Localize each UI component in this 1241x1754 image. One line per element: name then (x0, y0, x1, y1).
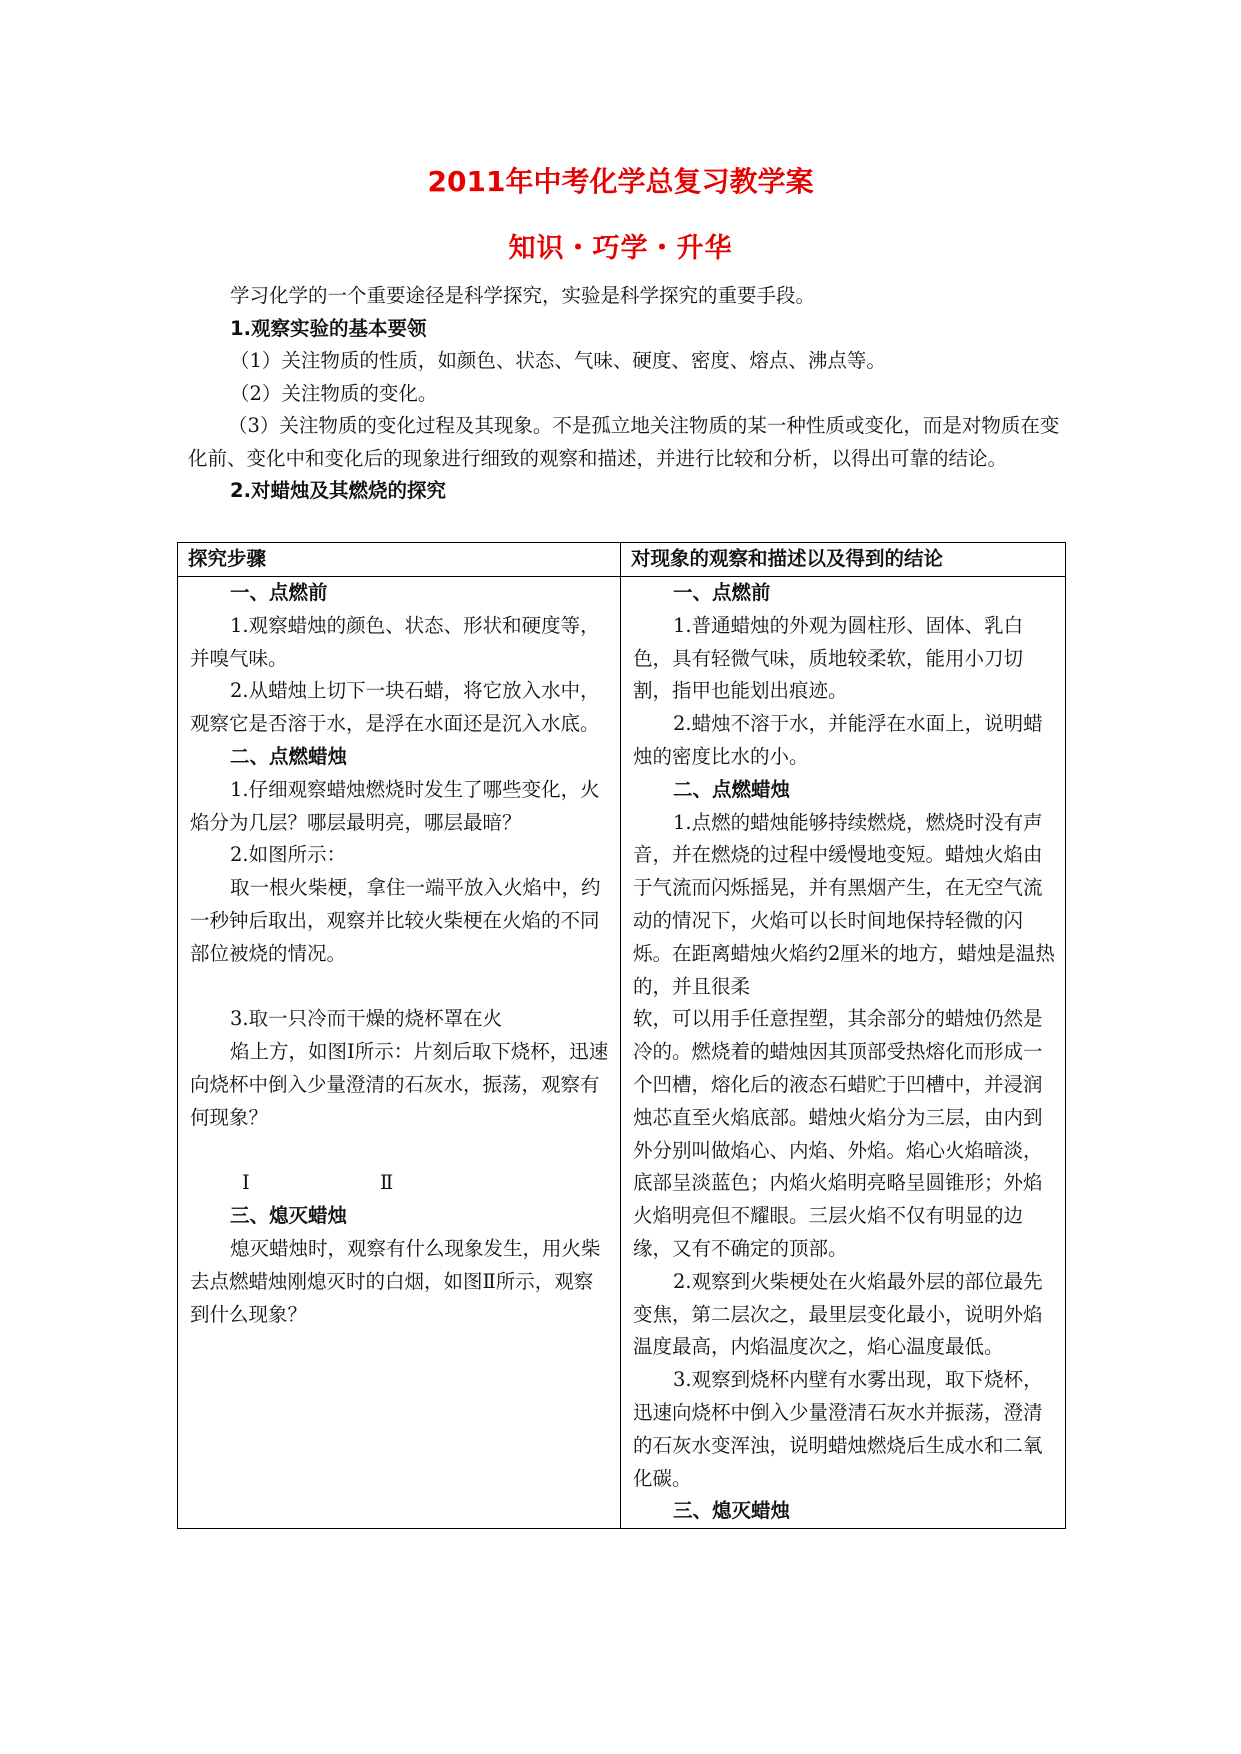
intro-section (190, 280, 1060, 508)
table-header-row (178, 543, 1066, 577)
figure-label-1: Ⅰ (242, 1171, 250, 1195)
left-paragraph: 1.仔细观察蜡烛燃烧时发生了哪些变化，火焰分为几层？哪层最明亮，哪层最暗？ (190, 777, 600, 834)
header-steps: 探究步骤 (178, 543, 621, 577)
section-heading-2: 2.对蜡烛及其燃烧的探究 (230, 479, 446, 502)
intro-item-1: （1）关注物质的性质，如颜色、状态、气味、硬度、密度、熔点、沸点等。 (230, 349, 886, 372)
left-paragraph: 取一根火柴梗，拿住一端平放入火焰中，约一秒钟后取出，观察并比较火柴梗在火焰的不同部位被烧的情况。 (190, 876, 601, 965)
left-paragraph: 1.观察蜡烛的颜色、状态、形状和硬度等，并嗅气味。 (190, 613, 600, 670)
right-paragraph: 1.点燃的蜡烛能够持续燃烧，燃烧时没有声音，并在燃烧的过程中缓慢地变短。蜡烛火焰由于气流而闪烁摇晃，并有黑烟产生，在无空气流动的情况下，火焰可以长时间地保持轻微的闪烁。在距离蜡烛火焰约2厘米的地方，蜡烛是温热的，并且很柔 (633, 810, 1055, 998)
intro-paragraph: 学习化学的一个重要途径是科学探究，实验是科学探究的重要手段。 (230, 284, 816, 307)
left-paragraph: 2.如图所示： (230, 843, 347, 867)
section-heading-1: 1.观察实验的基本要领 (230, 316, 427, 340)
left-paragraph: 熄灭蜡烛时，观察有什么现象发生，用火柴去点燃蜡烛刚熄灭时的白烟，如图Ⅱ所示，观察到什么现象？ (190, 1236, 601, 1326)
right-paragraph: 2.蜡烛不溶于水，并能浮在水面上，说明蜡烛的密度比水的小。 (633, 712, 1043, 768)
left-section-lighting: 二、点燃蜡烛 (230, 744, 348, 768)
intro-item-3: （3）关注物质的变化过程及其现象。不是孤立地关注物质的某一种性质或变化，而是对物质在变化前、变化中和变化后的现象进行细致的观察和描述，并进行比较和分析，以得出可靠的结论。 (188, 414, 1060, 470)
left-paragraph: 2.从蜡烛上切下一块石蜡，将它放入水中，观察它是否溶于水，是浮在水面还是沉入水底。 (190, 679, 600, 736)
left-section-extinguish: 三、熄灭蜡烛 (230, 1204, 348, 1228)
table-row (178, 577, 1066, 1529)
intro-item-2: （2）关注物质的变化。 (230, 381, 438, 405)
right-section-lighting: 二、点燃蜡烛 (673, 777, 791, 801)
left-paragraph: 焰上方，如图Ⅰ所示：片刻后取下烧杯，迅速向烧杯中倒入少量澄清的石灰水，振荡，观察有何现象？ (190, 1040, 609, 1129)
observations-cell (621, 577, 1066, 1529)
right-paragraph: 3.观察到烧杯内壁有水雾出现，取下烧杯，迅速向烧杯中倒入少量澄清石灰水并振荡，澄清的石灰水变浑浊，说明蜡烛燃烧后生成水和二氧化碳。 (633, 1368, 1043, 1490)
blank-line (190, 1135, 610, 1168)
blank-line (190, 971, 610, 1004)
right-paragraph: 1.普通蜡烛的外观为圆柱形、固体、乳白色，具有轻微气味，质地较柔软，能用小刀切割，指甲也能划出痕迹。 (633, 613, 1024, 703)
right-paragraph: 软，可以用手任意捏塑，其余部分的蜡烛仍然是冷的。燃烧着的蜡烛因其顶部受热熔化而形成一个凹槽，熔化后的液态石蜡贮于凹槽中，并浸润烛芯直至火焰底部。蜡烛火焰分为三层，由内到外分别叫做焰心、内焰、外焰。焰心火焰暗淡，底部呈淡蓝色；内焰火焰明亮略呈圆锥形；外焰火焰明亮但不耀眼。三层火焰不仅有明显的边缘，又有不确定的顶部。 (633, 1007, 1043, 1260)
figure-labels (190, 1167, 610, 1200)
left-paragraph: 3.取一只冷而干燥的烧杯罩在火 (230, 1007, 503, 1031)
right-paragraph: 2.观察到火柴梗处在火焰最外层的部位最先变焦，第二层次之，最里层变化最小，说明外焰温度最高，内焰温度次之，焰心温度最低。 (633, 1269, 1043, 1359)
document-title: 2011年中考化学总复习教学案 (427, 165, 814, 198)
steps-cell (178, 577, 621, 1529)
figure-label-2: Ⅱ (380, 1171, 394, 1195)
experiment-table (177, 542, 1066, 1529)
header-observations: 对现象的观察和描述以及得到的结论 (621, 543, 1066, 577)
right-section-before-lighting: 一、点燃前 (673, 581, 771, 604)
left-section-before-lighting: 一、点燃前 (230, 581, 328, 604)
document-subtitle: 知识・巧学・升华 (508, 233, 733, 264)
right-section-extinguish: 三、熄灭蜡烛 (673, 1499, 791, 1523)
